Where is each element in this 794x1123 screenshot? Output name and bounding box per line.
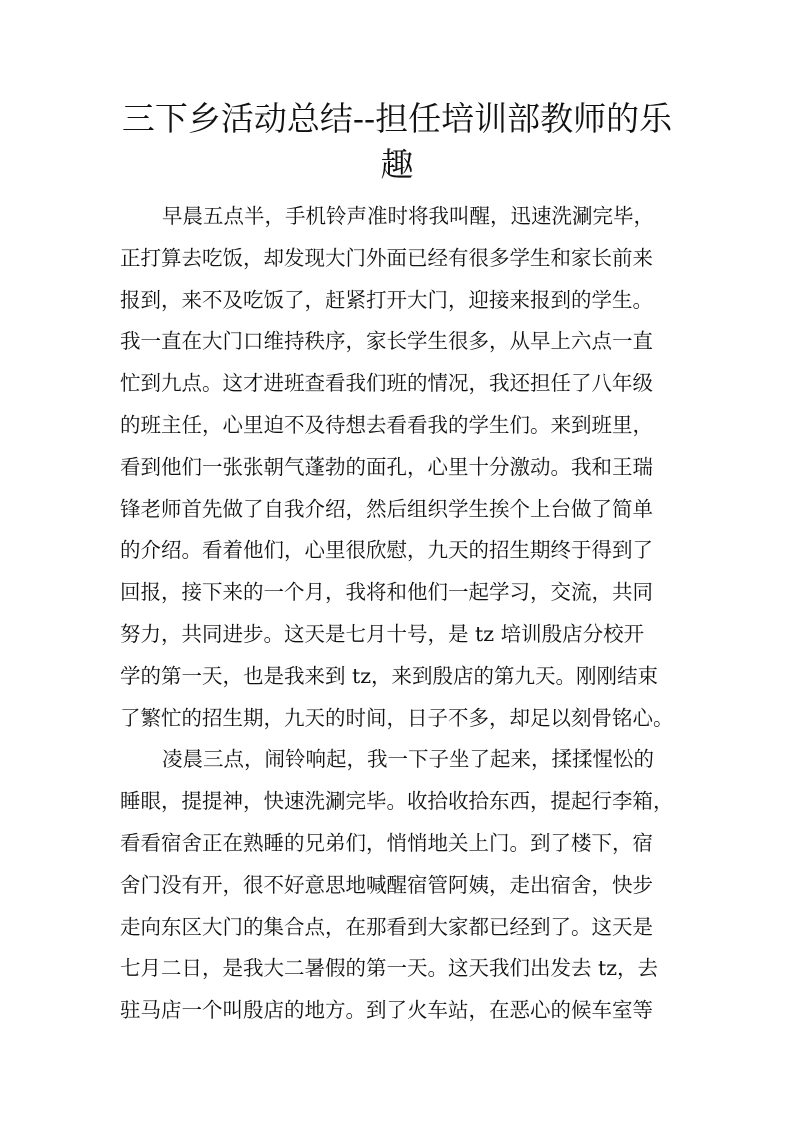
text-line: 看到他们一张张朝气蓬勃的面孔，心里十分激动。我和王瑞 (120, 454, 653, 479)
title-line: 趣 (380, 145, 414, 184)
text-line: 正打算去吃饭，却发现大门外面已经有很多学生和家长前来 (120, 245, 653, 270)
paragraph-1 (120, 196, 680, 739)
text-line: 早晨五点半，手机铃声准时将我叫醒，迅速洗涮完毕， (162, 204, 654, 228)
text-line: 走向东区大门的集合点，在那看到大家都已经到了。这天是 (120, 914, 653, 939)
text-line: 的介绍。看着他们，心里很欣慰，九天的招生期终于得到了 (120, 538, 653, 563)
text-line: 我一直在大门口维持秩序，家长学生很多，从早上六点一直 (120, 329, 653, 354)
text-line: 七月二日，是我大二暑假的第一天。这天我们出发去 tz，去 (120, 956, 659, 981)
text-line: 努力，共同进步。这天是七月十号，是 tz 培训殷店分校开 (120, 621, 645, 646)
text-line: 的班主任，心里迫不及待想去看看我的学生们。来到班里， (120, 412, 653, 437)
text-line: 舍门没有开，很不好意思地喊醒宿管阿姨，走出宿舍，快步 (120, 872, 653, 897)
document-title (110, 96, 684, 188)
text-line: 了繁忙的招生期，九天的时间，日子不多，却足以刻骨铭心。 (120, 705, 674, 730)
text-line: 忙到九点。这才进班查看我们班的情况，我还担任了八年级 (120, 371, 653, 396)
text-line: 凌晨三点，闹铃响起，我一下子坐了起来，揉揉惺忪的 (162, 747, 654, 772)
text-line: 回报，接下来的一个月，我将和他们一起学习，交流，共同 (120, 580, 653, 605)
paragraph-2 (120, 739, 680, 1032)
title-line: 三下乡活动总结--担任培训部教师的乐 (121, 99, 673, 138)
text-line: 睡眼，提提神，快速洗涮完毕。收拾收拾东西，提起行李箱， (120, 789, 674, 814)
document-body (120, 196, 680, 1032)
text-line: 驻马店一个叫殷店的地方。到了火车站，在恶心的候车室等 (120, 998, 653, 1023)
text-line: 锋老师首先做了自我介绍，然后组织学生挨个上台做了简单 (120, 496, 653, 521)
text-line: 看看宿舍正在熟睡的兄弟们，悄悄地关上门。到了楼下，宿 (120, 830, 653, 855)
text-line: 学的第一天，也是我来到 tz，来到殷店的第九天。刚刚结束 (120, 663, 659, 688)
text-line: 报到，来不及吃饭了，赶紧打开大门，迎接来报到的学生。 (120, 287, 653, 312)
